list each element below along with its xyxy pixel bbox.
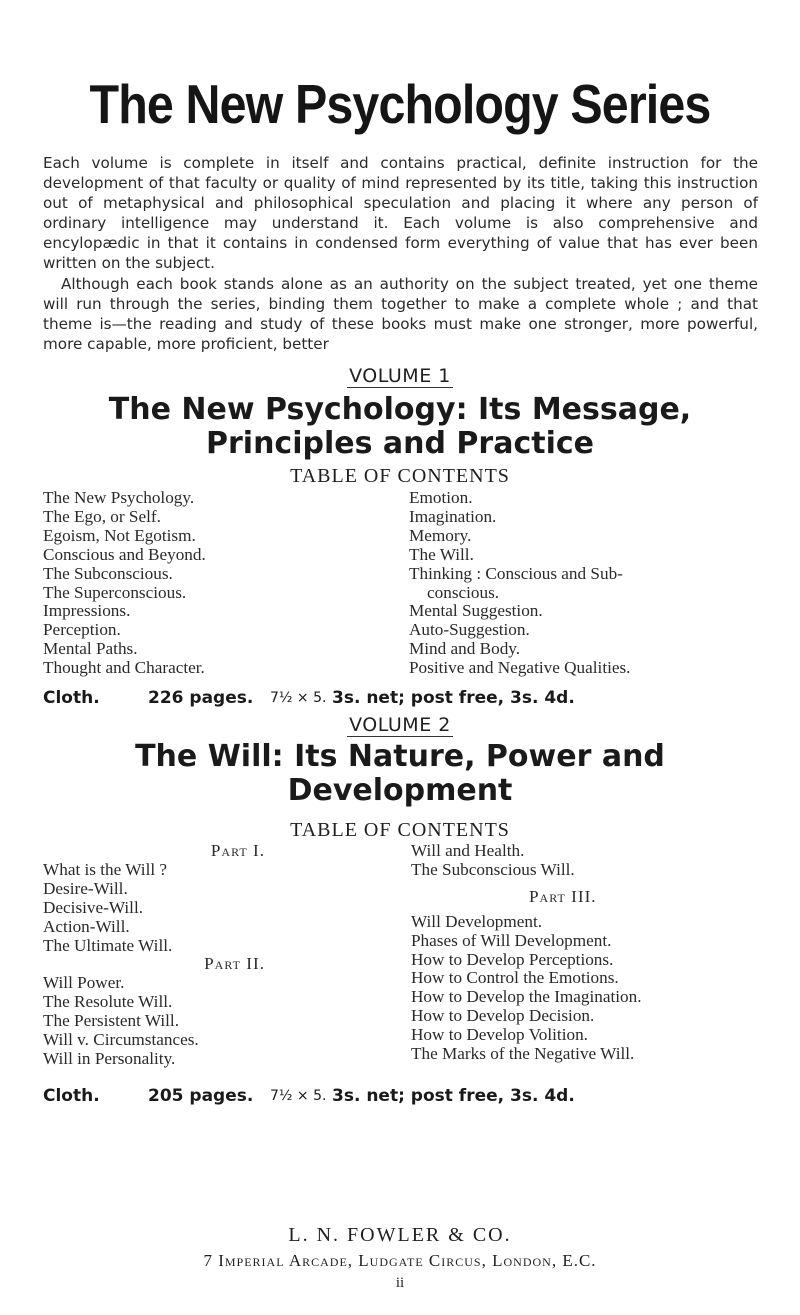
toc-item: Phases of Will Development. <box>411 930 612 950</box>
volume-1-label: VOLUME 1 <box>349 365 451 387</box>
toc-item: The Marks of the Negative Will. <box>411 1044 635 1064</box>
toc-item: Thought and Character. <box>43 658 205 678</box>
toc-item: Will and Health. <box>411 841 525 860</box>
publisher-address: 7 Imperial Arcade, Ludgate Circus, London, E.C. <box>203 1251 597 1270</box>
toc-item: Decisive-Will. <box>43 897 144 917</box>
dimensions: 7½ × 5. <box>270 1088 327 1104</box>
volume-2-label: VOLUME 2 <box>349 714 451 736</box>
volume-1-title-line-2: Principles and Practice <box>206 426 594 461</box>
toc-item: Will Development. <box>411 911 543 931</box>
page-count: 226 pages. <box>148 688 254 708</box>
binding: Cloth. <box>43 688 100 708</box>
toc-item: How to Develop Decision. <box>411 1006 595 1026</box>
part-heading: Part III. <box>529 886 597 906</box>
toc-item: Memory. <box>409 525 472 545</box>
toc-item: Will Power. <box>43 973 125 993</box>
part-heading: Part II. <box>204 954 265 974</box>
intro-text <box>43 153 758 354</box>
toc-item: The Superconscious. <box>43 582 187 602</box>
intro-paragraph-1: Each volume is complete in itself and contains practical, definite instruction for the development of that faculty or quality of mind represented by its title, taking this instruction out of metaphysical and philosophical speculation and placing it where any person of ordinary intelligence may understand it. Each volume is also comprehensive and encylopædic in that it contains in condensed form everything of value that has ever been written on the subject. <box>43 154 758 273</box>
dimensions: 7½ × 5. <box>270 690 327 706</box>
price: 3s. net; post free, 3s. 4d. <box>332 1086 575 1106</box>
toc-item: The Ego, or Self. <box>43 506 161 526</box>
toc-item: conscious. <box>427 582 500 602</box>
toc-item: What is the Will ? <box>43 859 168 879</box>
toc-item: Thinking : Conscious and Sub- <box>409 563 623 583</box>
toc-item: Egoism, Not Egotism. <box>43 525 196 545</box>
toc-item: Impressions. <box>43 601 131 621</box>
toc-item: Conscious and Beyond. <box>43 544 206 564</box>
price: 3s. net; post free, 3s. 4d. <box>332 688 575 708</box>
toc-item: Positive and Negative Qualities. <box>409 658 631 678</box>
volume-1-toc-right <box>409 489 759 678</box>
toc-item: Mental Suggestion. <box>409 601 543 621</box>
volume-1-toc-heading: TABLE OF CONTENTS <box>290 465 510 487</box>
toc-item: The Persistent Will. <box>43 1011 179 1031</box>
volume-1-toc-left <box>43 489 313 678</box>
volume-2-title-line-1: The Will: Its Nature, Power and <box>135 739 665 774</box>
page-title: The New Psychology Series <box>89 73 711 135</box>
page-count: 205 pages. <box>148 1086 254 1106</box>
binding: Cloth. <box>43 1086 100 1106</box>
volume-1-title-line-1: The New Psychology: Its Message, <box>108 392 692 427</box>
toc-item: The Subconscious. <box>43 563 173 583</box>
toc-item: The Will. <box>409 544 474 564</box>
toc-item: Desire-Will. <box>43 878 128 898</box>
page-number: ii <box>395 1275 405 1291</box>
toc-item: How to Develop Perceptions. <box>411 949 614 969</box>
toc-item: The New Psychology. <box>43 488 195 507</box>
volume-2-toc-left <box>43 842 283 1069</box>
toc-item: Imagination. <box>409 506 497 526</box>
toc-item: The Resolute Will. <box>43 992 173 1012</box>
toc-item: How to Control the Emotions. <box>411 968 619 988</box>
toc-item: The Ultimate Will. <box>43 935 173 955</box>
toc-item: Action-Will. <box>43 916 130 936</box>
toc-item: The Subconscious Will. <box>411 859 575 879</box>
toc-item: Will v. Circumstances. <box>43 1030 199 1050</box>
toc-item: Mind and Body. <box>409 639 521 659</box>
volume-2-toc-right <box>411 842 761 1064</box>
publisher-name: L. N. FOWLER & CO. <box>288 1224 512 1246</box>
part-heading: Part I. <box>210 841 265 860</box>
intro-paragraph-2: Although each book stands alone as an authority on the subject treated, yet one theme will run through the series, binding them together to make a complete whole ; and that theme is—the reading and study of these books must make one stronger, more powerful, more capable, more proficient, better <box>43 274 758 353</box>
toc-item: Emotion. <box>409 488 473 507</box>
toc-item: How to Develop Volition. <box>411 1025 588 1045</box>
toc-item: Perception. <box>43 620 121 640</box>
volume-2-title-line-2: Development <box>287 773 513 808</box>
volume-2-toc-heading: TABLE OF CONTENTS <box>290 819 510 841</box>
toc-item: How to Develop the Imagination. <box>411 987 642 1007</box>
toc-item: Will in Personality. <box>43 1048 176 1068</box>
toc-item: Mental Paths. <box>43 639 138 659</box>
toc-item: Auto-Suggestion. <box>409 620 530 640</box>
